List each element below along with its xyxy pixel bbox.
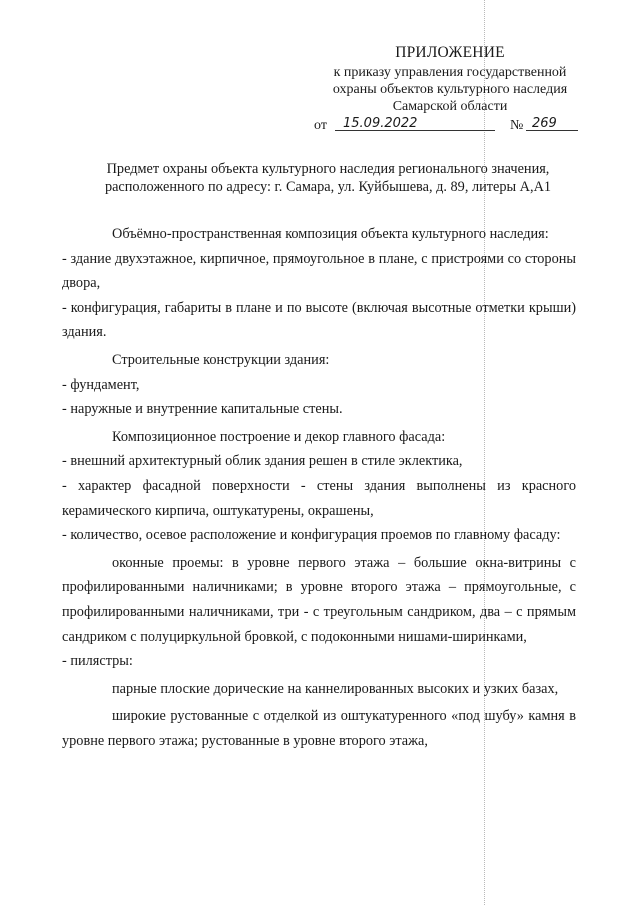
appendix-title: ПРИЛОЖЕНИЕ: [395, 44, 505, 61]
list-item: - пилястры:: [62, 653, 133, 670]
subject-title-line-2: расположенного по адресу: г. Самара, ул. Куйбышева, д. 89, литеры А,А1: [104, 179, 552, 195]
date-prefix: от: [314, 118, 327, 133]
list-item: широкие рустованные с отделкой из оштукатуренного «под шубу» камня в уровне первого этажа; рустованные в уровне второго этажа,: [62, 708, 576, 749]
list-item: - внешний архитектурный облик здания решен в стиле эклектика,: [62, 453, 463, 470]
list-item: - фундамент,: [62, 376, 140, 393]
order-number: 269: [526, 115, 578, 131]
list-item: - количество, осевое расположение и конфигурация проемов по главному фасаду:: [62, 527, 561, 544]
list-item: - характер фасадной поверхности - стены здания выполнены из красного керамического кирпича, оштукатурены, окрашены,: [62, 477, 576, 519]
order-reference-line-2: охраны объектов культурного наследия: [332, 82, 568, 97]
number-prefix: №: [510, 118, 524, 133]
section-heading: Композиционное построение и декор главного фасада:: [112, 428, 446, 445]
section-heading: Объёмно-пространственная композиция объекта культурного наследия:: [112, 226, 549, 242]
list-item: оконные проемы: в уровне первого этажа – большие окна-витрины с профилированными наличниками; в уровне второго этажа – прямоугольные, с профилированными наличниками, три - с треугольным сандриком, два – с прямым сандриком с полуциркульной бровкой, с подоконными нишами-ширинками,: [62, 554, 576, 645]
list-item: - конфигурация, габариты в плане и по высоте (включая высотные отметки крыши) здания.: [62, 299, 576, 341]
order-date-number-line: [314, 117, 574, 135]
list-item: - здание двухэтажное, кирпичное, прямоугольное в плане, с пристроями со стороны двора,: [62, 250, 576, 292]
list-item: парные плоские дорические на каннелированных высоких и узких базах,: [112, 680, 559, 697]
order-date: 15.09.2022: [335, 115, 495, 131]
order-reference-line-1: к приказу управления государственной: [333, 65, 567, 80]
subject-title-line-1: Предмет охраны объекта культурного наследия регионального значения,: [106, 161, 550, 177]
document-body: [62, 222, 576, 753]
order-reference-line-3: Самарской области: [392, 99, 508, 114]
section-heading: Строительные конструкции здания:: [112, 351, 330, 368]
list-item: - наружные и внутренние капитальные стены.: [62, 401, 343, 418]
